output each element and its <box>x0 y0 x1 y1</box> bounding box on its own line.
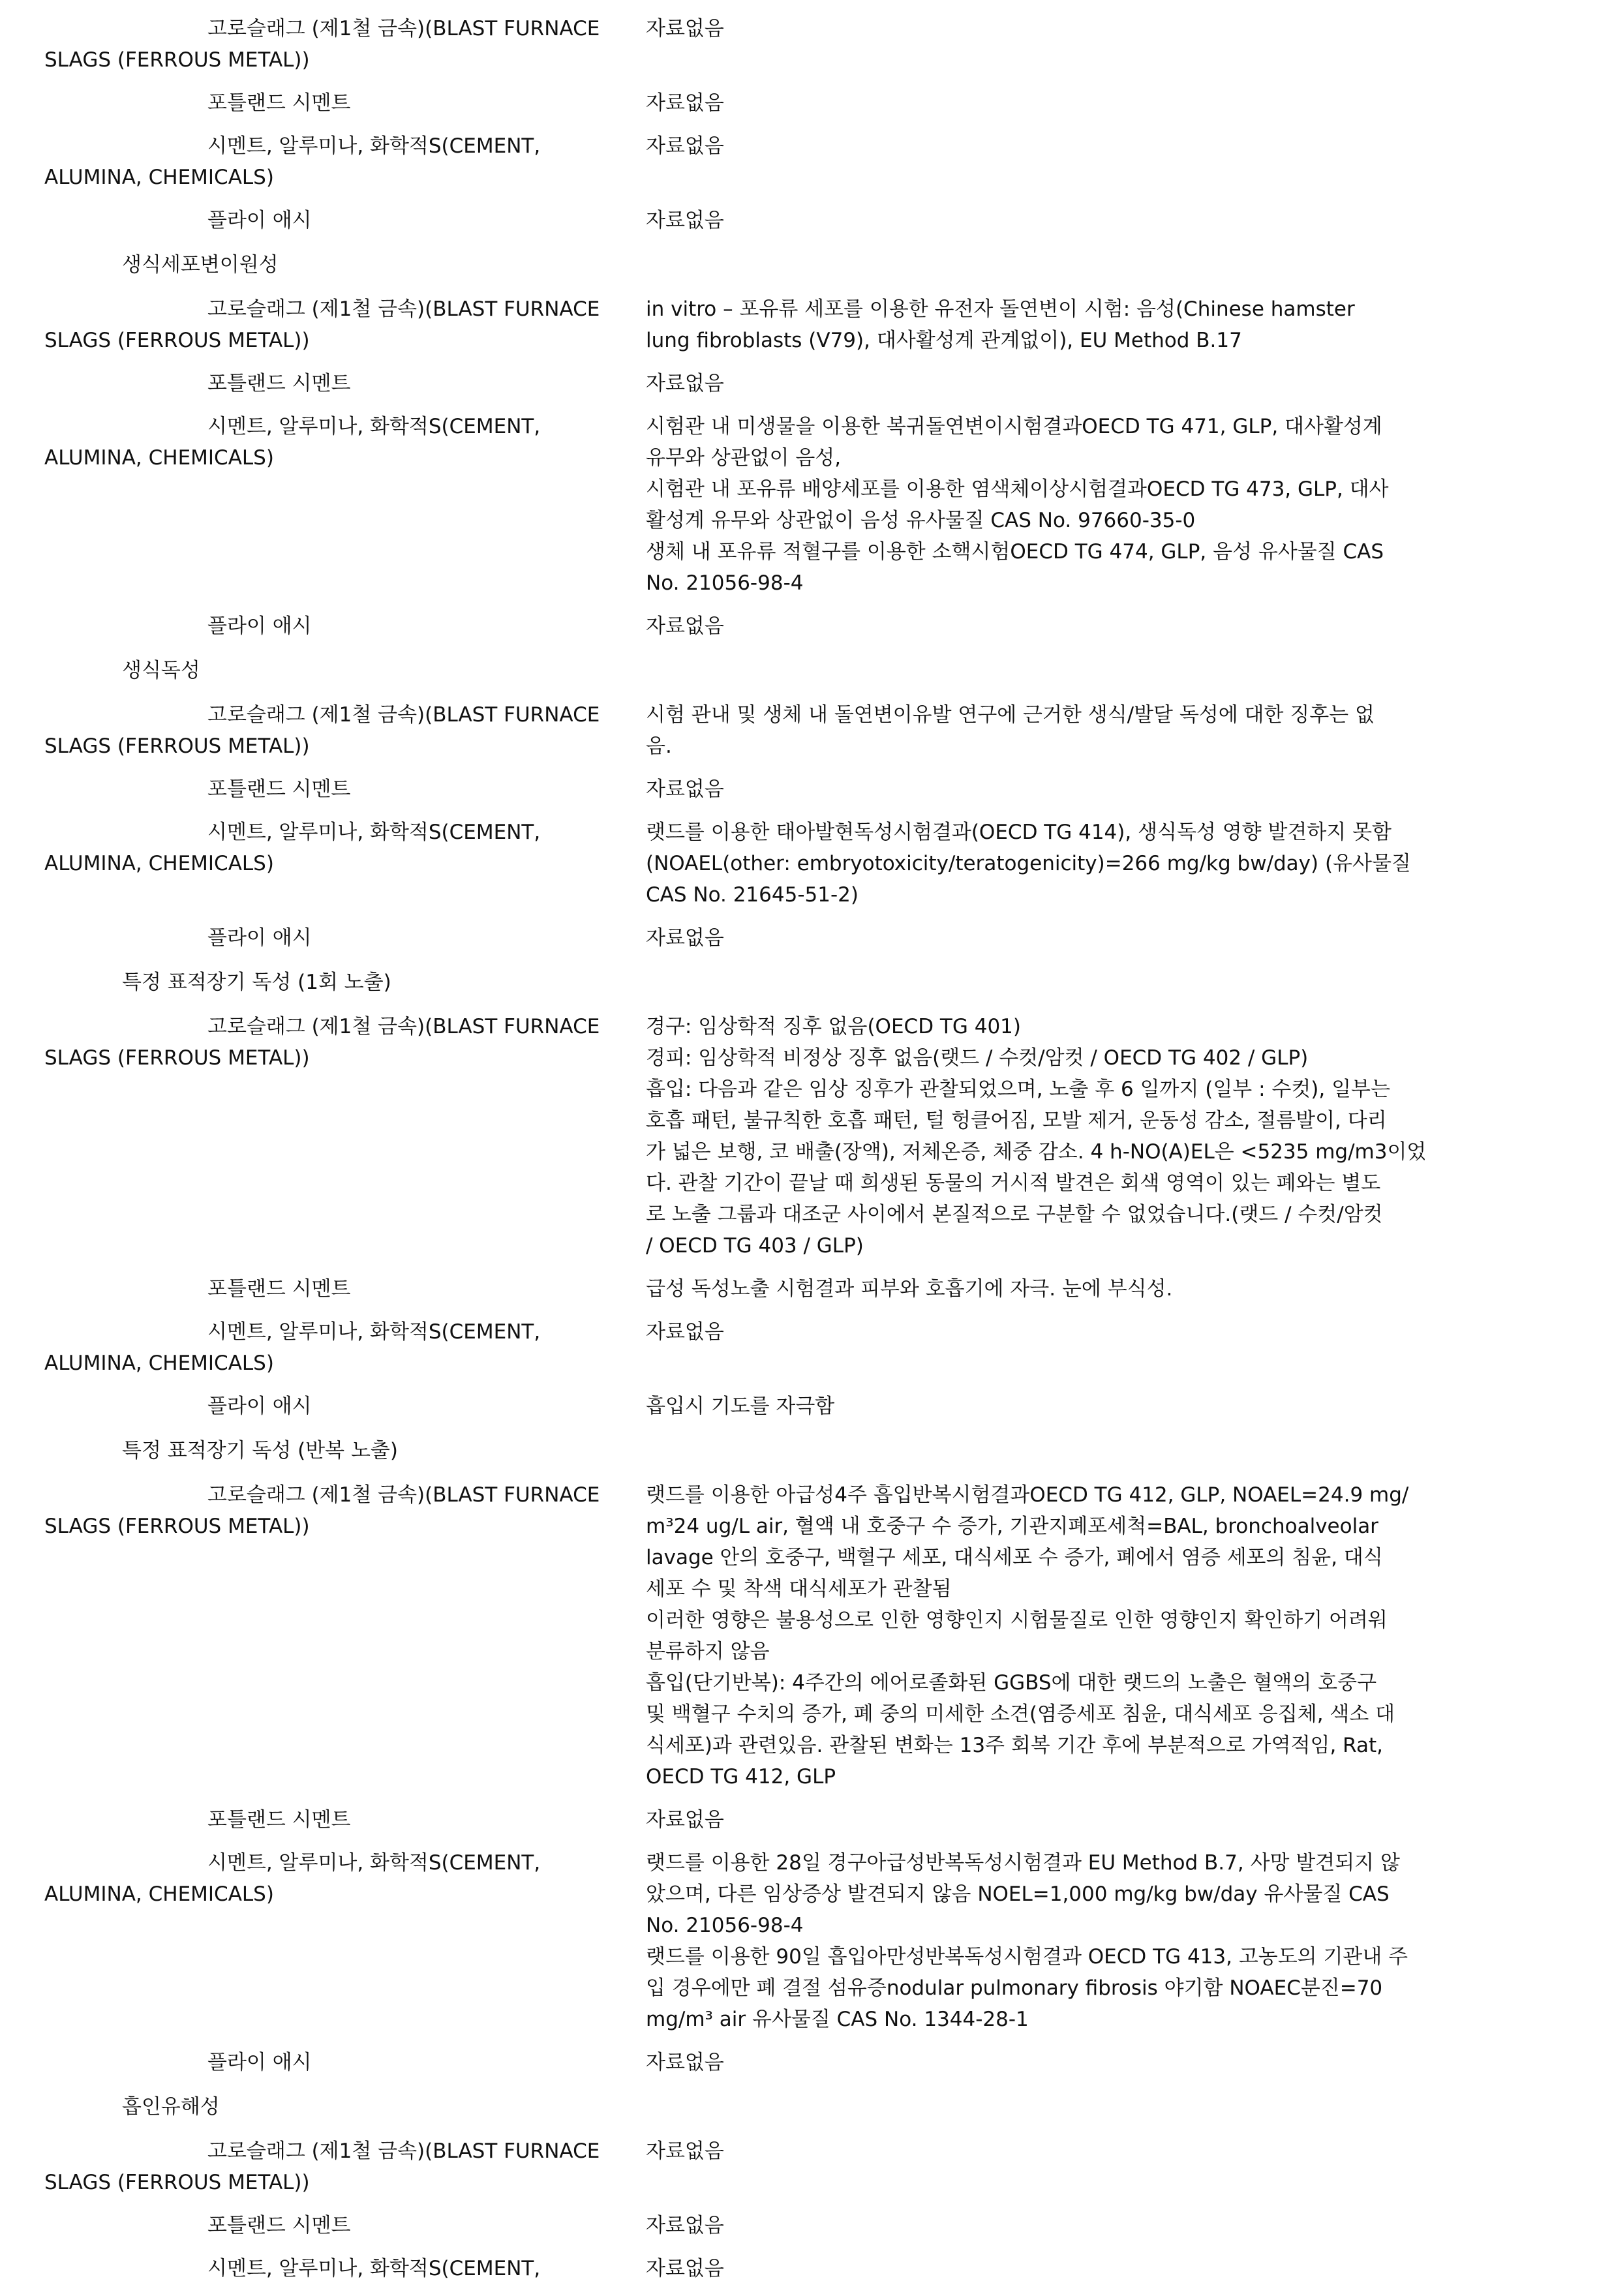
substance-name-line: 시멘트, 알루미나, 화학적S(CEMENT, <box>207 134 541 158</box>
property-value-line: 자료없음 <box>646 209 724 232</box>
property-value-line: 자료없음 <box>646 926 724 950</box>
property-row <box>0 13 1612 76</box>
property-value-line: m³24 ug/L air, 혈액 내 호중구 수 증가, 기관지폐포세척=BAL, bronchoalveolar <box>646 1515 1378 1538</box>
property-value <box>646 611 1416 642</box>
substance-name-line: 시멘트, 알루미나, 화학적S(CEMENT, <box>207 1320 541 1344</box>
section-heading: 특정 표적장기 독성 (반복 노출) <box>122 1439 398 1462</box>
property-row <box>0 817 1612 911</box>
substance-name-line: SLAGS (FERROUS METAL)) <box>44 1046 310 1070</box>
property-value <box>646 130 1416 162</box>
substance-name <box>0 1316 636 1379</box>
substance-name-line: 포틀랜드 시멘트 <box>207 2214 351 2237</box>
substance-name <box>0 294 636 356</box>
property-row <box>0 1011 1612 1261</box>
property-value <box>646 1011 1427 1261</box>
substance-name <box>0 13 636 76</box>
substance-name-line: ALUMINA, CHEMICALS) <box>44 1352 274 1375</box>
property-value <box>646 1804 1416 1835</box>
property-row <box>0 1479 1612 1792</box>
substance-name <box>0 1011 636 1074</box>
property-value-line: 랫드를 이용한 90일 흡입아만성반복독성시험결과 OECD TG 413, 고농도의 기관내 주 <box>646 1945 1408 1969</box>
substance-name <box>0 611 636 642</box>
substance-name-line: 플라이 애시 <box>207 1395 312 1418</box>
substance-name-line: 플라이 애시 <box>207 926 312 950</box>
property-row <box>0 368 1612 399</box>
substance-name-line: 고로슬래그 (제1철 금속)(BLAST FURNACE <box>207 1015 600 1038</box>
substance-name-line: ALUMINA, CHEMICALS) <box>44 166 274 189</box>
substance-name <box>0 2210 636 2241</box>
property-value-line: 유무와 상관없이 음성, <box>646 446 842 470</box>
substance-name <box>0 368 636 399</box>
substance-name <box>0 87 636 119</box>
substance-name-line: 포틀랜드 시멘트 <box>207 372 351 395</box>
property-row <box>0 1804 1612 1835</box>
property-row <box>0 2136 1612 2198</box>
substance-name-line: ALUMINA, CHEMICALS) <box>44 1882 274 1906</box>
substance-name-line: 고로슬래그 (제1철 금속)(BLAST FURNACE <box>207 2139 600 2163</box>
property-value-line: 랫드를 이용한 태아발현독성시험결과(OECD TG 414), 생식독성 영향 발견하지 못함 <box>646 821 1391 844</box>
property-row <box>0 2210 1612 2241</box>
substance-name-line: ALUMINA, CHEMICALS) <box>44 446 274 470</box>
property-value <box>646 699 1416 762</box>
substance-name-line: ALUMINA, CHEMICALS) <box>44 852 274 875</box>
property-value <box>646 2047 1416 2078</box>
property-value-line: 랫드를 이용한 28일 경구아급성반복독성시험결과 EU Method B.7, 사망 발견되지 않 <box>646 1851 1400 1875</box>
property-row <box>0 922 1612 954</box>
property-value-line: 자료없음 <box>646 1808 724 1832</box>
property-value <box>646 2136 1416 2167</box>
property-value <box>646 2253 1416 2284</box>
substance-name-line: 포틀랜드 시멘트 <box>207 778 351 801</box>
substance-name <box>0 774 636 805</box>
substance-name-line: 플라이 애시 <box>207 2051 312 2074</box>
property-value-line: 생체 내 포유류 적혈구를 이용한 소핵시험OECD TG 474, GLP, 음성 유사물질 CAS <box>646 540 1384 564</box>
property-row <box>0 1273 1612 1305</box>
property-row <box>0 1391 1612 1422</box>
property-value-line: 가 넓은 보행, 코 배출(장액), 저체온증, 체중 감소. 4 h-NO(A)EL은 <5235 mg/m3이었 <box>646 1140 1427 1164</box>
section-heading: 흡인유해성 <box>122 2095 220 2119</box>
property-value-line: 자료없음 <box>646 778 724 801</box>
substance-name-line: 포틀랜드 시멘트 <box>207 1808 351 1832</box>
substance-name <box>0 699 636 762</box>
property-row <box>0 2253 1612 2284</box>
property-value-line: 및 백혈구 수치의 증가, 폐 중의 미세한 소견(염증세포 침윤, 대식세포 응집체, 색소 대 <box>646 1702 1395 1726</box>
substance-name-line: 시멘트, 알루미나, 화학적S(CEMENT, <box>207 821 541 844</box>
property-value-line: 자료없음 <box>646 17 724 40</box>
property-value-line: 식세포)과 관련있음. 관찰된 변화는 13주 회복 기간 후에 부분적으로 가역적임, Rat, <box>646 1734 1384 1757</box>
document-body <box>0 13 1612 2296</box>
property-value-line: 다. 관찰 기간이 끝날 때 희생된 동물의 거시적 발견은 회색 영역이 있는 폐와는 별도 <box>646 1171 1381 1195</box>
substance-name-line: 고로슬래그 (제1철 금속)(BLAST FURNACE <box>207 17 600 40</box>
property-row <box>0 1847 1612 2035</box>
property-value-line: 시험 관내 및 생체 내 돌연변이유발 연구에 근거한 생식/발달 독성에 대한 징후는 없 <box>646 703 1375 727</box>
property-value-line: (NOAEL(other: embryotoxicity/teratogenicity)=266 mg/kg bw/day) (유사물질 <box>646 852 1411 875</box>
substance-name-line: 포틀랜드 시멘트 <box>207 1277 351 1301</box>
property-value-line: / OECD TG 403 / GLP) <box>646 1234 864 1258</box>
substance-name <box>0 130 636 193</box>
property-value-line: 자료없음 <box>646 2214 724 2237</box>
substance-name <box>0 205 636 236</box>
property-value-line: 흡입(단기반복): 4주간의 에어로졸화된 GGBS에 대한 랫드의 노출은 혈액의 호중구 <box>646 1671 1377 1695</box>
property-value-line: 음. <box>646 734 672 758</box>
property-value <box>646 13 1416 44</box>
property-value-line: 분류하지 않음 <box>646 1640 770 1663</box>
property-value <box>646 1479 1416 1792</box>
property-row <box>0 611 1612 642</box>
property-value-line: OECD TG 412, GLP <box>646 1765 836 1789</box>
property-row <box>0 294 1612 356</box>
property-value <box>646 922 1416 954</box>
section-heading: 특정 표적장기 독성 (1회 노출) <box>122 971 391 994</box>
property-value-line: 자료없음 <box>646 134 724 158</box>
substance-name-line: SLAGS (FERROUS METAL)) <box>44 2171 310 2194</box>
property-value-line: 호흡 패턴, 불규칙한 호흡 패턴, 털 헝클어짐, 모발 제거, 운동성 감소, 절름발이, 다리 <box>646 1109 1387 1132</box>
property-row <box>0 411 1612 599</box>
substance-name-line: SLAGS (FERROUS METAL)) <box>44 734 310 758</box>
property-value-line: 랫드를 이용한 아급성4주 흡입반복시험결과OECD TG 412, GLP, NOAEL=24.9 mg/ <box>646 1483 1409 1507</box>
property-value <box>646 205 1416 236</box>
property-value <box>646 294 1416 356</box>
property-value-line: 경구: 임상학적 징후 없음(OECD TG 401) <box>646 1015 1021 1038</box>
substance-name <box>0 1804 636 1835</box>
property-value-line: 자료없음 <box>646 372 724 395</box>
property-row <box>0 774 1612 805</box>
property-value-line: 로 노출 그룹과 대조군 사이에서 본질적으로 구분할 수 없었습니다.(랫드 / 수컷/암컷 <box>646 1203 1383 1226</box>
property-value-line: 시험관 내 포유류 배양세포를 이용한 염색체이상시험결과OECD TG 473, GLP, 대사 <box>646 477 1389 501</box>
substance-name <box>0 1391 636 1422</box>
substance-name-line: 고로슬래그 (제1철 금속)(BLAST FURNACE <box>207 1483 600 1507</box>
property-value-line: 입 경우에만 폐 결절 섬유증nodular pulmonary fibrosis 야기함 NOAEC분진=70 <box>646 1976 1383 2000</box>
substance-name-line: 고로슬래그 (제1철 금속)(BLAST FURNACE <box>207 703 600 727</box>
property-value-line: 자료없음 <box>646 2051 724 2074</box>
property-row <box>0 87 1612 119</box>
property-value <box>646 411 1416 599</box>
property-value-line: 자료없음 <box>646 91 724 115</box>
substance-name <box>0 1479 636 1542</box>
property-value-line: No. 21056-98-4 <box>646 571 804 595</box>
substance-name <box>0 1847 636 1910</box>
property-row <box>0 1316 1612 1379</box>
property-value-line: 시험관 내 미생물을 이용한 복귀돌연변이시험결과OECD TG 471, GLP, 대사활성계 <box>646 415 1382 438</box>
substance-name <box>0 2136 636 2198</box>
property-value-line: 활성계 유무와 상관없이 음성 유사물질 CAS No. 97660-35-0 <box>646 509 1196 532</box>
substance-name <box>0 1273 636 1305</box>
property-value-line: in vitro – 포유류 세포를 이용한 유전자 돌연변이 시험: 음성(Chinese hamster <box>646 297 1355 321</box>
substance-name-line: 시멘트, 알루미나, 화학적S(CEMENT, <box>207 1851 541 1875</box>
substance-name <box>0 2047 636 2078</box>
property-value <box>646 774 1416 805</box>
property-value <box>646 1316 1416 1348</box>
property-value-line: 았으며, 다른 임상증상 발견되지 않음 NOEL=1,000 mg/kg bw/day 유사물질 CAS <box>646 1882 1390 1906</box>
substance-name-line: 시멘트, 알루미나, 화학적S(CEMENT, <box>207 2257 541 2280</box>
section-heading: 생식독성 <box>122 659 200 682</box>
property-row <box>0 130 1612 193</box>
property-value <box>646 2210 1416 2241</box>
property-value-line: 경피: 임상학적 비정상 징후 없음(랫드 / 수컷/암컷 / OECD TG 402 / GLP) <box>646 1046 1309 1070</box>
property-value-line: No. 21056-98-4 <box>646 1914 804 1937</box>
property-row <box>0 2047 1612 2078</box>
substance-name-line: 포틀랜드 시멘트 <box>207 91 351 115</box>
property-value <box>646 1273 1416 1305</box>
substance-name-line: SLAGS (FERROUS METAL)) <box>44 48 310 72</box>
property-value-line: 흡입: 다음과 같은 임상 징후가 관찰되었으며, 노출 후 6 일까지 (일부 : 수컷), 일부는 <box>646 1078 1390 1101</box>
property-value-line: 이러한 영향은 불용성으로 인한 영향인지 시험물질로 인한 영향인지 확인하기 어려워 <box>646 1609 1388 1632</box>
property-value-line: 급성 독성노출 시험결과 피부와 호흡기에 자극. 눈에 부식성. <box>646 1277 1173 1301</box>
substance-name <box>0 411 636 474</box>
property-row <box>0 699 1612 762</box>
property-value <box>646 368 1416 399</box>
property-value <box>646 1391 1416 1422</box>
property-value-line: 자료없음 <box>646 2139 724 2163</box>
substance-name-line: 고로슬래그 (제1철 금속)(BLAST FURNACE <box>207 297 600 321</box>
substance-name-line: 플라이 애시 <box>207 209 312 232</box>
property-row <box>0 205 1612 236</box>
property-value <box>646 817 1416 911</box>
property-value-line: mg/m³ air 유사물질 CAS No. 1344-28-1 <box>646 2008 1029 2031</box>
property-value-line: 흡입시 기도를 자극함 <box>646 1395 835 1418</box>
property-value-line: 자료없음 <box>646 614 724 638</box>
property-value-line: CAS No. 21645-51-2) <box>646 883 859 907</box>
property-value-line: 세포 수 및 착색 대식세포가 관찰됨 <box>646 1577 952 1601</box>
substance-name-line: SLAGS (FERROUS METAL)) <box>44 1515 310 1538</box>
substance-name-line: SLAGS (FERROUS METAL)) <box>44 329 310 352</box>
substance-name-line: 시멘트, 알루미나, 화학적S(CEMENT, <box>207 415 541 438</box>
property-value <box>646 1847 1416 2035</box>
substance-name <box>0 817 636 879</box>
substance-name <box>0 922 636 954</box>
property-value-line: 자료없음 <box>646 2257 724 2280</box>
property-value <box>646 87 1416 119</box>
property-value-line: lung fibroblasts (V79), 대사활성계 관계없이), EU Method B.17 <box>646 329 1242 352</box>
substance-name <box>0 2253 636 2284</box>
section-heading: 생식세포변이원성 <box>122 253 279 277</box>
property-value-line: lavage 안의 호중구, 백혈구 세포, 대식세포 수 증가, 폐에서 염증 세포의 침윤, 대식 <box>646 1546 1383 1569</box>
property-value-line: 자료없음 <box>646 1320 724 1344</box>
substance-name-line: 플라이 애시 <box>207 614 312 638</box>
